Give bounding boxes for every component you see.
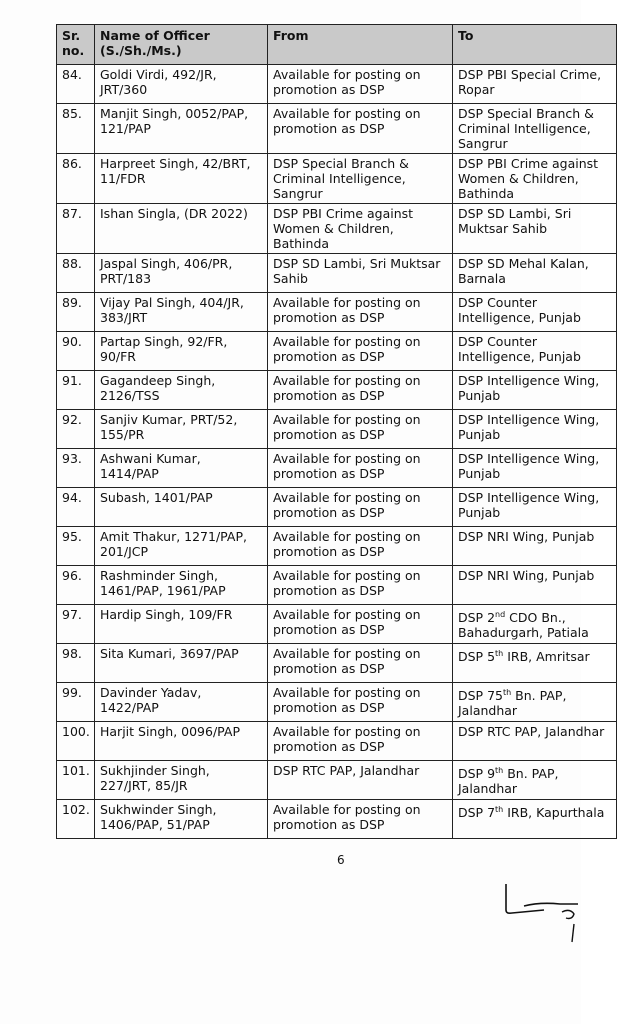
cell-from: Available for posting on promotion as DSP bbox=[268, 293, 453, 332]
cell-officer-name: Rashminder Singh, 1461/PAP, 1961/PAP bbox=[95, 566, 268, 605]
cell-to: DSP PBI Crime against Women & Children, Bathinda bbox=[453, 154, 617, 204]
cell-sr-no: 89. bbox=[57, 293, 95, 332]
cell-from: Available for posting on promotion as DSP bbox=[268, 410, 453, 449]
table-header-row bbox=[57, 25, 617, 65]
cell-officer-name: Harjit Singh, 0096/PAP bbox=[95, 722, 268, 761]
cell-officer-name: Subash, 1401/PAP bbox=[95, 488, 268, 527]
signature-icon bbox=[500, 880, 581, 950]
cell-officer-name: Hardip Singh, 109/FR bbox=[95, 605, 268, 644]
cell-officer-name: Partap Singh, 92/FR, 90/FR bbox=[95, 332, 268, 371]
cell-from: Available for posting on promotion as DSP bbox=[268, 449, 453, 488]
cell-to: DSP Intelligence Wing, Punjab bbox=[453, 449, 617, 488]
header-sr-no: Sr. no. bbox=[57, 25, 95, 65]
table-row bbox=[57, 293, 617, 332]
table-row bbox=[57, 761, 617, 800]
table-row bbox=[57, 104, 617, 154]
cell-from: DSP RTC PAP, Jalandhar bbox=[268, 761, 453, 800]
cell-to: DSP Intelligence Wing, Punjab bbox=[453, 371, 617, 410]
table-row bbox=[57, 683, 617, 722]
cell-from: Available for posting on promotion as DSP bbox=[268, 332, 453, 371]
cell-to: DSP Counter Intelligence, Punjab bbox=[453, 293, 617, 332]
table-row bbox=[57, 800, 617, 839]
table-row bbox=[57, 332, 617, 371]
table-row bbox=[57, 605, 617, 644]
table-row bbox=[57, 204, 617, 254]
cell-from: Available for posting on promotion as DSP bbox=[268, 683, 453, 722]
header-to: To bbox=[453, 25, 617, 65]
cell-from: Available for posting on promotion as DSP bbox=[268, 722, 453, 761]
cell-to: DSP NRI Wing, Punjab bbox=[453, 566, 617, 605]
page-number: 6 bbox=[337, 853, 345, 867]
cell-officer-name: Amit Thakur, 1271/PAP, 201/JCP bbox=[95, 527, 268, 566]
cell-sr-no: 90. bbox=[57, 332, 95, 371]
cell-to: DSP 7th IRB, Kapurthala bbox=[453, 800, 617, 839]
cell-officer-name: Davinder Yadav, 1422/PAP bbox=[95, 683, 268, 722]
cell-from: Available for posting on promotion as DSP bbox=[268, 800, 453, 839]
cell-from: Available for posting on promotion as DSP bbox=[268, 488, 453, 527]
cell-officer-name: Ashwani Kumar, 1414/PAP bbox=[95, 449, 268, 488]
cell-from: DSP PBI Crime against Women & Children, Bathinda bbox=[268, 204, 453, 254]
cell-sr-no: 96. bbox=[57, 566, 95, 605]
cell-officer-name: Manjit Singh, 0052/PAP, 121/PAP bbox=[95, 104, 268, 154]
cell-officer-name: Gagandeep Singh, 2126/TSS bbox=[95, 371, 268, 410]
cell-from: Available for posting on promotion as DSP bbox=[268, 527, 453, 566]
cell-sr-no: 95. bbox=[57, 527, 95, 566]
table-row bbox=[57, 488, 617, 527]
header-name-of-officer: Name of Officer (S./Sh./Ms.) bbox=[95, 25, 268, 65]
cell-to: DSP SD Lambi, Sri Muktsar Sahib bbox=[453, 204, 617, 254]
cell-sr-no: 99. bbox=[57, 683, 95, 722]
cell-to: DSP Intelligence Wing, Punjab bbox=[453, 488, 617, 527]
cell-sr-no: 93. bbox=[57, 449, 95, 488]
cell-officer-name: Jaspal Singh, 406/PR, PRT/183 bbox=[95, 254, 268, 293]
cell-to: DSP Counter Intelligence, Punjab bbox=[453, 332, 617, 371]
cell-to: DSP SD Mehal Kalan, Barnala bbox=[453, 254, 617, 293]
table-row bbox=[57, 154, 617, 204]
cell-from: Available for posting on promotion as DSP bbox=[268, 371, 453, 410]
cell-to: DSP Special Branch & Criminal Intelligence, Sangrur bbox=[453, 104, 617, 154]
table-row bbox=[57, 254, 617, 293]
cell-from: Available for posting on promotion as DSP bbox=[268, 605, 453, 644]
cell-sr-no: 84. bbox=[57, 65, 95, 104]
cell-to: DSP Intelligence Wing, Punjab bbox=[453, 410, 617, 449]
cell-from: DSP Special Branch & Criminal Intelligence, Sangrur bbox=[268, 154, 453, 204]
table-row bbox=[57, 527, 617, 566]
cell-from: DSP SD Lambi, Sri Muktsar Sahib bbox=[268, 254, 453, 293]
cell-from: Available for posting on promotion as DSP bbox=[268, 566, 453, 605]
cell-sr-no: 100. bbox=[57, 722, 95, 761]
cell-officer-name: Goldi Virdi, 492/JR, JRT/360 bbox=[95, 65, 268, 104]
cell-sr-no: 101. bbox=[57, 761, 95, 800]
table-row bbox=[57, 644, 617, 683]
cell-from: Available for posting on promotion as DSP bbox=[268, 644, 453, 683]
cell-from: Available for posting on promotion as DSP bbox=[268, 65, 453, 104]
cell-officer-name: Vijay Pal Singh, 404/JR, 383/JRT bbox=[95, 293, 268, 332]
cell-sr-no: 87. bbox=[57, 204, 95, 254]
cell-sr-no: 85. bbox=[57, 104, 95, 154]
table-row bbox=[57, 449, 617, 488]
cell-to: DSP RTC PAP, Jalandhar bbox=[453, 722, 617, 761]
cell-sr-no: 98. bbox=[57, 644, 95, 683]
cell-from: Available for posting on promotion as DSP bbox=[268, 104, 453, 154]
cell-officer-name: Sita Kumari, 3697/PAP bbox=[95, 644, 268, 683]
table-row bbox=[57, 65, 617, 104]
cell-officer-name: Harpreet Singh, 42/BRT, 11/FDR bbox=[95, 154, 268, 204]
cell-to: DSP NRI Wing, Punjab bbox=[453, 527, 617, 566]
cell-officer-name: Sanjiv Kumar, PRT/52, 155/PR bbox=[95, 410, 268, 449]
cell-to: DSP 5th IRB, Amritsar bbox=[453, 644, 617, 683]
cell-officer-name: Sukhwinder Singh, 1406/PAP, 51/PAP bbox=[95, 800, 268, 839]
cell-to: DSP 9th Bn. PAP, Jalandhar bbox=[453, 761, 617, 800]
cell-to: DSP PBI Special Crime, Ropar bbox=[453, 65, 617, 104]
header-from: From bbox=[268, 25, 453, 65]
cell-sr-no: 91. bbox=[57, 371, 95, 410]
cell-sr-no: 88. bbox=[57, 254, 95, 293]
cell-sr-no: 86. bbox=[57, 154, 95, 204]
cell-sr-no: 94. bbox=[57, 488, 95, 527]
table-row bbox=[57, 566, 617, 605]
cell-officer-name: Sukhjinder Singh, 227/JRT, 85/JR bbox=[95, 761, 268, 800]
cell-sr-no: 102. bbox=[57, 800, 95, 839]
table-row bbox=[57, 722, 617, 761]
cell-to: DSP 2nd CDO Bn., Bahadurgarh, Patiala bbox=[453, 605, 617, 644]
table-row bbox=[57, 371, 617, 410]
table-row bbox=[57, 410, 617, 449]
cell-to: DSP 75th Bn. PAP, Jalandhar bbox=[453, 683, 617, 722]
cell-sr-no: 97. bbox=[57, 605, 95, 644]
posting-table bbox=[56, 24, 617, 839]
cell-officer-name: Ishan Singla, (DR 2022) bbox=[95, 204, 268, 254]
cell-sr-no: 92. bbox=[57, 410, 95, 449]
